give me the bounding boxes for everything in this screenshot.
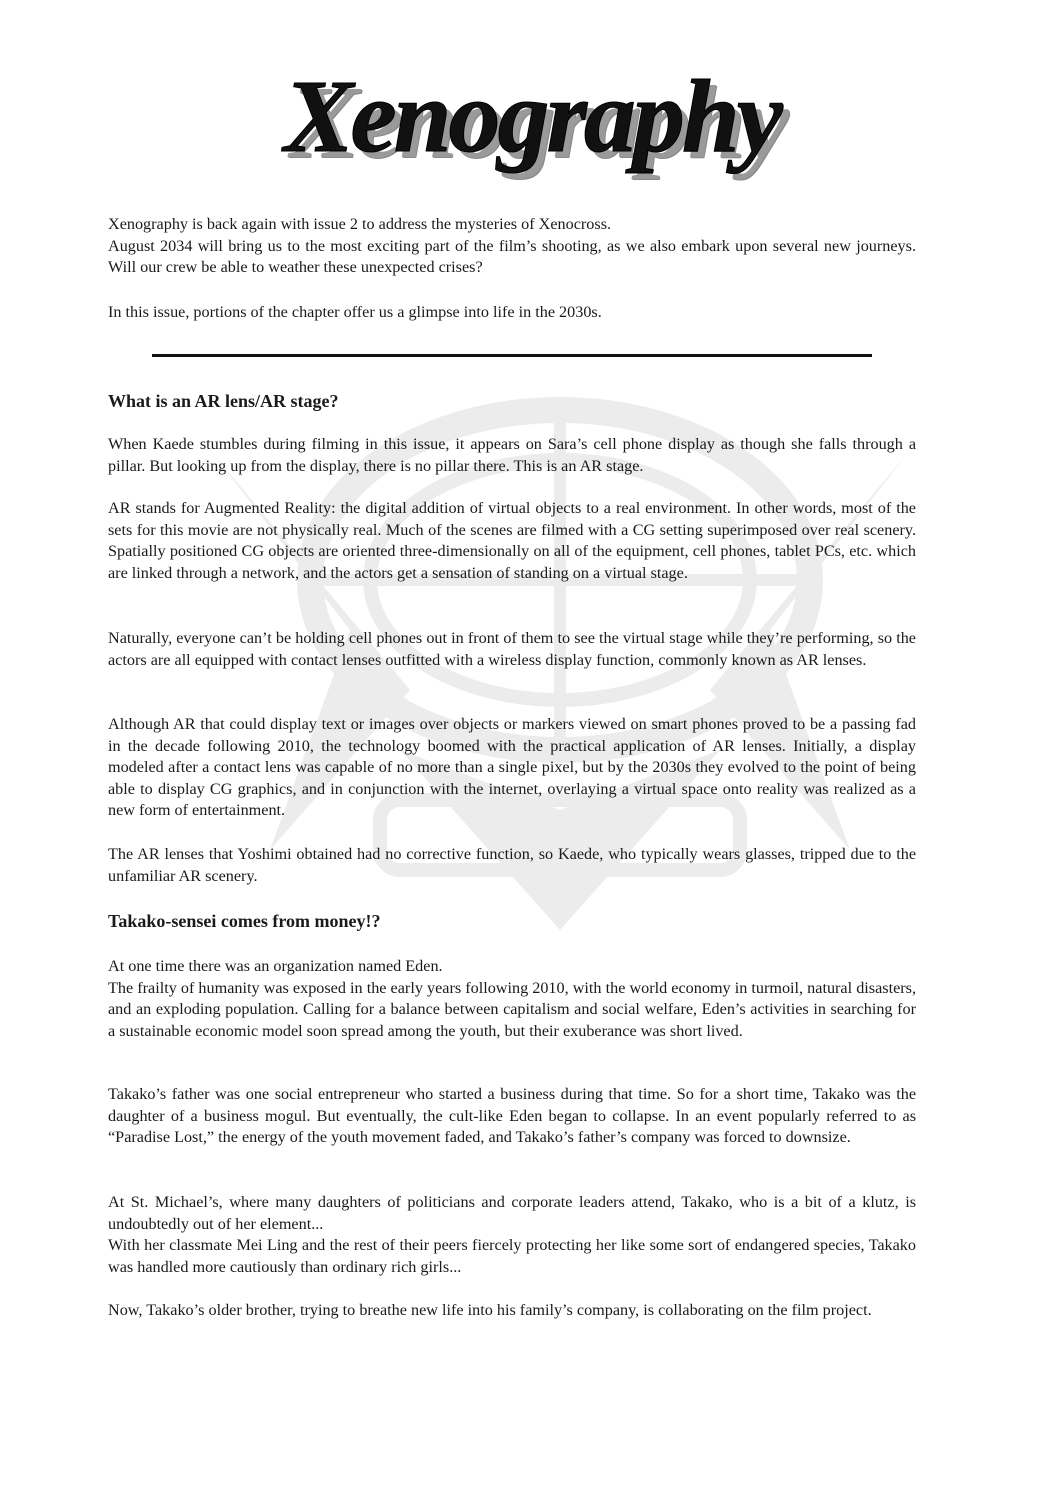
section-takako-paragraph xyxy=(108,1300,916,1322)
intro-line: Xenography is back again with issue 2 to address the mysteries of Xenocross. xyxy=(108,215,612,233)
paragraph-text: Naturally, everyone can’t be holding cell phones out in front of them to see the virtual stage while they’re performing, so the actors are all equipped with contact lenses outfitted with a wireless display function, commonly known as AR lenses. xyxy=(108,629,916,669)
masthead-title: Xenography xyxy=(284,59,780,174)
intro-paragraph-2 xyxy=(108,302,916,324)
section-ar xyxy=(108,390,916,412)
paragraph-line: The frailty of humanity was exposed in the early years following 2010, with the world economy in turmoil, natural disasters, and an exploding population. Calling for a balance between capitalism and social welfare, Eden’s activities in searching for a sustainable economic model soon spread among the youth, but their exuberance was short lived. xyxy=(108,978,916,1040)
section-takako-paragraph xyxy=(108,956,916,1042)
section-ar-paragraph xyxy=(108,844,916,887)
section-takako-paragraph xyxy=(108,1084,916,1149)
section-ar-paragraph xyxy=(108,628,916,671)
paragraph-text: Although AR that could display text or images over objects or markers viewed on smart phones proved to be a passing fad in the decade following 2010, the technology boomed with the practical application of AR lenses. Initially, a display modeled after a contact lens was capable of no more than a single pixel, but by the 2030s they evolved to the point of being able to display CG graphics, and in conjunction with the internet, overlaying a virtual space onto reality was realized as a new form of entertainment. xyxy=(108,715,916,820)
paragraph-line: At St. Michael’s, where many daughters of politicians and corporate leaders attend, Takako, who is a bit of a klutz, is undoubtedly out of her element... xyxy=(108,1193,916,1233)
paragraph-text: Now, Takako’s older brother, trying to breathe new life into his family’s company, is collaborating on the film project. xyxy=(108,1301,872,1319)
paragraph-line: At one time there was an organization named Eden. xyxy=(108,957,443,975)
section-heading: What is an AR lens/AR stage? xyxy=(108,391,339,411)
section-takako-paragraph xyxy=(108,1192,916,1278)
section-ar-paragraph xyxy=(108,498,916,584)
section-ar-paragraph xyxy=(108,434,916,477)
masthead xyxy=(108,59,916,174)
paragraph-line: With her classmate Mei Ling and the rest of their peers fiercely protecting her like some sort of endangered species, Takako was handled more cautiously than ordinary rich girls... xyxy=(108,1236,916,1276)
paragraph-text: AR stands for Augmented Reality: the digital addition of virtual objects to a real environment. In other words, most of the sets for this movie are not physically real. Much of the scenes are filmed with a CG setting superimposed over real scenery. Spatially positioned CG objects are oriented three-dimensionally on all of the equipment, cell phones, tablet PCs, etc. which are linked through a network, and the actors get a sensation of standing on a virtual stage. xyxy=(108,499,916,582)
intro-paragraph xyxy=(108,214,916,279)
section-divider xyxy=(152,354,872,357)
intro-text: In this issue, portions of the chapter offer us a glimpse into life in the 2030s. xyxy=(108,303,602,321)
section-takako xyxy=(108,910,916,932)
paragraph-text: The AR lenses that Yoshimi obtained had no corrective function, so Kaede, who typically wears glasses, tripped due to the unfamiliar AR scenery. xyxy=(108,845,916,885)
paragraph-text: When Kaede stumbles during filming in this issue, it appears on Sara’s cell phone display as though she falls through a pillar. But looking up from the display, there is no pillar there. This is an AR stage. xyxy=(108,435,916,475)
section-ar-paragraph xyxy=(108,714,916,822)
intro-line: August 2034 will bring us to the most exciting part of the film’s shooting, as we also embark upon several new journeys. Will our crew be able to weather these unexpected crises? xyxy=(108,236,916,277)
paragraph-text: Takako’s father was one social entrepreneur who started a business during that time. So for a short time, Takako was the daughter of a business mogul. But eventually, the cult-like Eden began to collapse. In an event popularly referred to as “Paradise Lost,” the energy of the youth movement faded, and Takako’s father’s company was forced to downsize. xyxy=(108,1085,916,1147)
section-heading: Takako-sensei comes from money!? xyxy=(108,911,381,931)
